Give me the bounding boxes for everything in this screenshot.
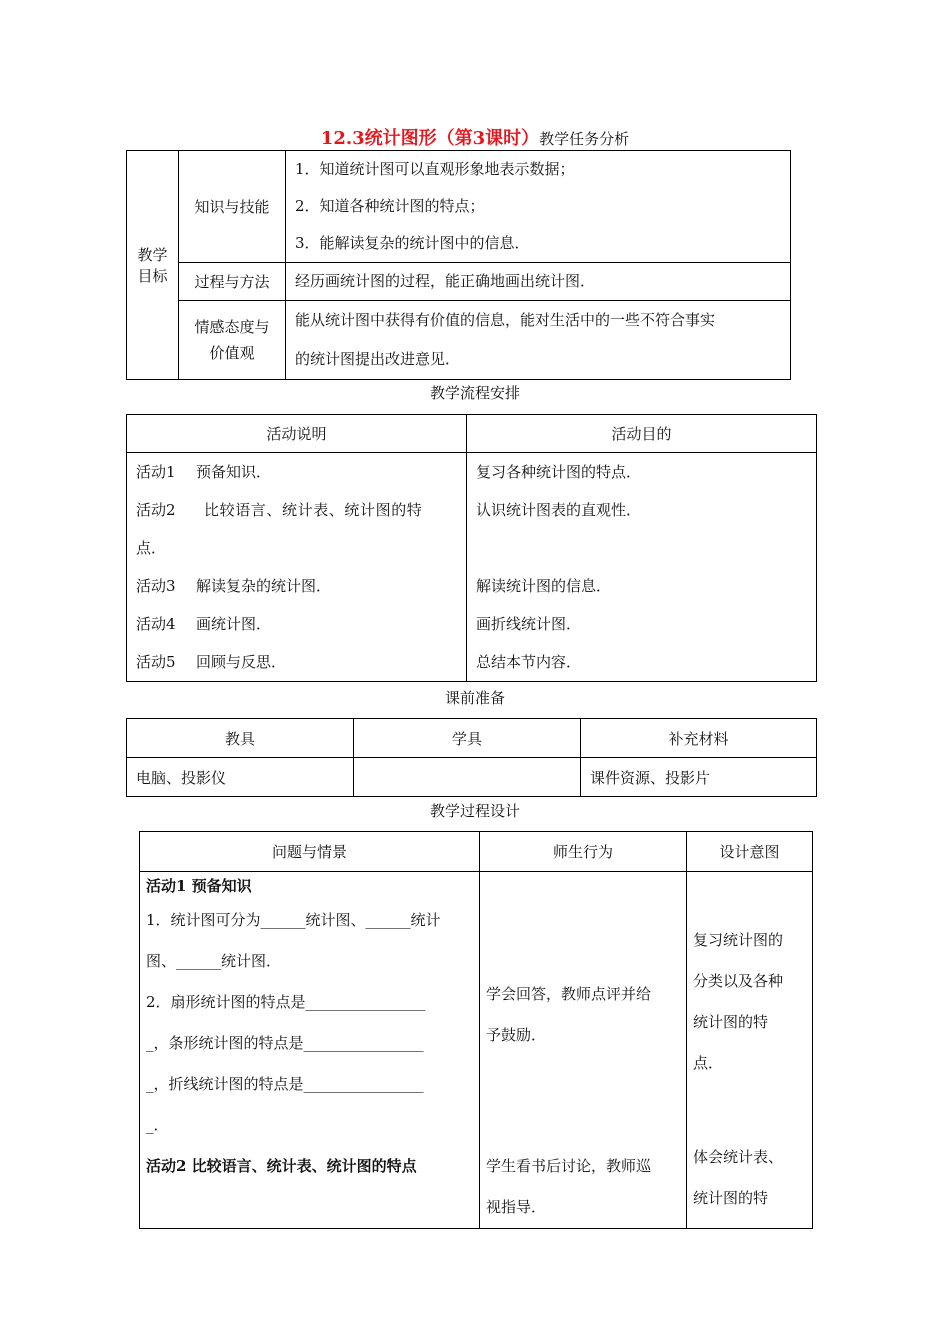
process-intents: 复习统计图的 分类以及各种 统计图的特 点． 体会统计表、 统计图的特 xyxy=(687,872,813,1229)
list-item: 活动5 回顾与反思． xyxy=(136,653,287,671)
title-suffix: 教学任务分析 xyxy=(539,130,630,148)
list-item: 活动1 预备知识． xyxy=(136,463,272,481)
objective-content-process: 经历画统计图的过程，能正确地画出统计图． xyxy=(286,263,791,301)
objective-content-knowledge: 1．知道统计图可以直观形象地表示数据； 2．知道各种统计图的特点； 3．能解读复杂的统计图中的信息． xyxy=(286,151,791,263)
title-main: 12.3统计图形（第3课时） xyxy=(320,128,540,149)
objectives-group-label: 教学 目标 xyxy=(127,151,179,380)
prep-table xyxy=(126,718,817,797)
flow-table xyxy=(126,414,817,682)
prep-caption: 课前准备 xyxy=(444,689,505,707)
list-item: 活动2 比较语言、统计表、统计图的特 xyxy=(136,501,423,519)
objective-label-process: 过程与方法 xyxy=(179,263,286,301)
flow-header-purpose: 活动目的 xyxy=(467,415,817,453)
prep-materials: 课件资源、投影片 xyxy=(581,758,817,797)
process-caption: 教学过程设计 xyxy=(429,802,520,820)
prep-header-teacher-tools: 教具 xyxy=(127,719,354,758)
page-title xyxy=(0,124,950,150)
process-table xyxy=(139,831,813,1229)
process-header-intent: 设计意图 xyxy=(687,832,813,872)
process-header-problem: 问题与情景 xyxy=(140,832,480,872)
prep-header-student-tools: 学具 xyxy=(354,719,581,758)
process-header-behavior: 师生行为 xyxy=(480,832,687,872)
flow-activities xyxy=(127,453,467,682)
process-problems: 活动1 预备知识 1．统计图可分为______统计图、______统计 图、______统计图． 2．扇形统计图的特点是________________ _，条形统计图的特点是________________ _，折线统计图的特点是________________ _． 活动2 比较语言、统计表、统计图的特点 xyxy=(140,872,480,1229)
objective-content-attitude: 能从统计图中获得有价值的信息，能对生活中的一些不符合事实 的统计图提出改进意见． xyxy=(286,301,791,380)
prep-student-tools xyxy=(354,758,581,797)
objective-label-knowledge: 知识与技能 xyxy=(179,151,286,263)
list-item: 活动3 解读复杂的统计图． xyxy=(136,577,332,595)
objective-label-attitude: 情感态度与 价值观 xyxy=(179,301,286,380)
list-item: 点． xyxy=(136,539,167,557)
objectives-table xyxy=(126,150,791,380)
flow-purposes: 复习各种统计图的特点． 认识统计图表的直观性． 解读统计图的信息． 画折线统计图． 总结本节内容． xyxy=(467,453,817,682)
list-item: 活动4 画统计图． xyxy=(136,615,272,633)
process-behaviors: 学会回答，教师点评并给 予鼓励． 学生看书后讨论，教师巡 视指导． xyxy=(480,872,687,1229)
prep-header-materials: 补充材料 xyxy=(581,719,817,758)
prep-teacher-tools: 电脑、投影仪 xyxy=(127,758,354,797)
flow-caption: 教学流程安排 xyxy=(429,384,520,402)
flow-header-description: 活动说明 xyxy=(127,415,467,453)
